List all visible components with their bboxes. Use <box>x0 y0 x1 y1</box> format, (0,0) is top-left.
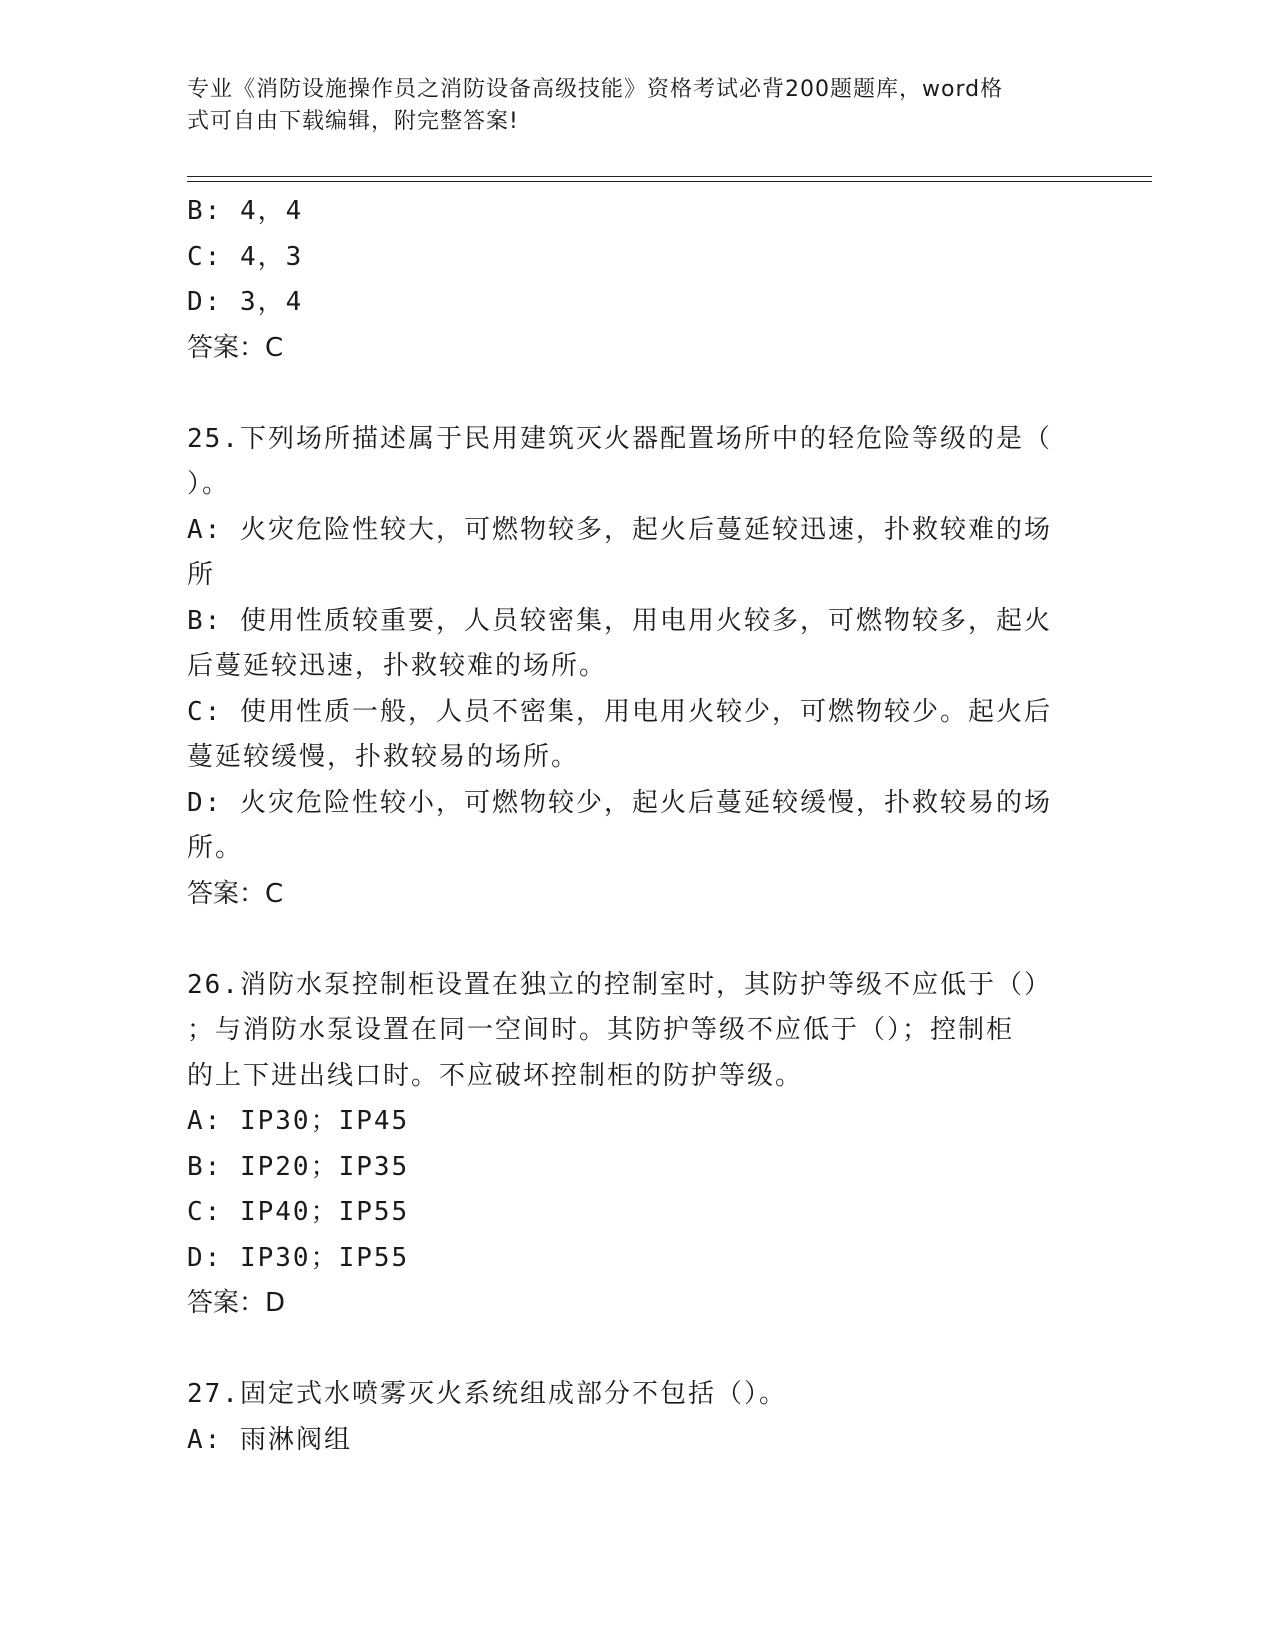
question-25-option-d-cont: 所。 <box>187 833 244 863</box>
spacer <box>187 917 1087 963</box>
question-26-stem-cont-2: 的上下进出线口时。不应破坏控制柜的防护等级。 <box>187 1060 804 1091</box>
question-25-option-c-cont: 蔓延较缓慢，扑救较易的场所。 <box>187 742 580 772</box>
question-26-option-b: B: IP20；IP35 <box>187 1151 410 1182</box>
document-header <box>187 74 1067 138</box>
question-25-answer: 答案：C <box>187 878 284 909</box>
question-25-option-b-cont: 后蔓延较迅速，扑救较难的场所。 <box>187 651 608 681</box>
question-25-option-d: D: 火灾危险性较小，可燃物较少，起火后蔓延较缓慢，扑救较易的场 <box>187 787 1052 818</box>
answer-label: 答案：C <box>187 332 284 363</box>
question-25-stem: 25.下列场所描述属于民用建筑灭火器配置场所中的轻危险等级的是（ <box>187 423 1052 454</box>
question-26-option-c: C: IP40；IP55 <box>187 1197 410 1227</box>
question-25-option-a: A: 火灾危险性较大，可燃物较多，起火后蔓延较迅速，扑救较难的场 <box>187 514 1052 545</box>
option-b: B: 4，4 <box>187 196 304 226</box>
question-25-stem-cont: ）。 <box>187 469 231 499</box>
question-26-answer: 答案：D <box>187 1288 286 1318</box>
question-27-stem: 27.固定式水喷雾灭火系统组成部分不包括（）。 <box>187 1379 787 1409</box>
question-content <box>187 189 1087 1463</box>
header-divider-top <box>187 176 1152 177</box>
header-divider-bottom <box>187 181 1152 182</box>
header-line-2: 式可自由下载编辑，附完整答案! <box>187 109 519 134</box>
header-line-1: 专业《消防设施操作员之消防设备高级技能》资格考试必背200题题库，word格 <box>187 77 1004 102</box>
question-25-option-a-cont: 所 <box>187 560 216 590</box>
question-26-option-a: A: IP30；IP45 <box>187 1106 410 1136</box>
question-25-option-c: C: 使用性质一般，人员不密集，用电用火较少，可燃物较少。起火后 <box>187 696 1052 727</box>
option-d: D: 3，4 <box>187 287 304 317</box>
option-c: C: 4，3 <box>187 241 304 272</box>
question-26-stem-cont: ；与消防水泵设置在同一空间时。其防护等级不应低于（）；控制柜 <box>187 1015 1015 1045</box>
spacer <box>187 371 1087 417</box>
question-26-option-d: D: IP30；IP55 <box>187 1242 410 1273</box>
question-27-option-a: A: 雨淋阀组 <box>187 1424 352 1455</box>
spacer <box>187 1327 1087 1373</box>
question-26-stem: 26.消防水泵控制柜设置在独立的控制室时，其防护等级不应低于（） <box>187 969 1052 1000</box>
question-25-option-b: B: 使用性质较重要，人员较密集，用电用火较多，可燃物较多，起火 <box>187 605 1052 636</box>
